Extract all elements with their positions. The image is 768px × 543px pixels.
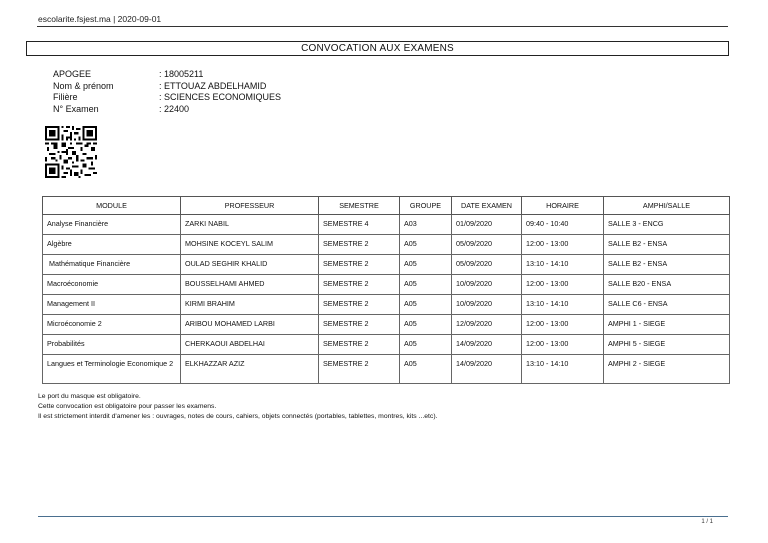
cell-salle: AMPHI 5 - SIEGE xyxy=(604,335,730,355)
cell-date: 14/09/2020 xyxy=(452,355,522,384)
cell-professeur: KIRMI BRAHIM xyxy=(181,295,319,315)
cell-groupe: A05 xyxy=(400,255,452,275)
info-value: : ETTOUAZ ABDELHAMID xyxy=(159,80,267,91)
info-row-filiere xyxy=(53,92,281,104)
cell-module: Microéconomie 2 xyxy=(43,315,181,335)
header-divider xyxy=(37,26,728,27)
cell-semestre: SEMESTRE 2 xyxy=(319,255,400,275)
cell-groupe: A05 xyxy=(400,295,452,315)
cell-semestre: SEMESTRE 2 xyxy=(319,335,400,355)
cell-horaire: 13:10 - 14:10 xyxy=(522,255,604,275)
table-row xyxy=(43,355,730,384)
cell-module: Macroéconomie xyxy=(43,275,181,295)
info-value: : SCIENCES ECONOMIQUES xyxy=(159,92,282,103)
cell-semestre: SEMESTRE 2 xyxy=(319,235,400,255)
cell-professeur: ELKHAZZAR AZIZ xyxy=(181,355,319,384)
cell-semestre: SEMESTRE 4 xyxy=(319,215,400,235)
cell-professeur: BOUSSELHAMI AHMED xyxy=(181,275,319,295)
footer-divider xyxy=(38,516,728,517)
cell-horaire: 13:10 - 14:10 xyxy=(522,355,604,384)
cell-salle: SALLE B2 - ENSA xyxy=(604,235,730,255)
cell-date: 12/09/2020 xyxy=(452,315,522,335)
cell-professeur: MOHSINE KOCEYL SALIM xyxy=(181,235,319,255)
table-row xyxy=(43,335,730,355)
info-row-exam-number xyxy=(53,104,281,116)
cell-groupe: A05 xyxy=(400,315,452,335)
cell-semestre: SEMESTRE 2 xyxy=(319,355,400,384)
table-row xyxy=(43,275,730,295)
cell-salle: SALLE 3 - ENCG xyxy=(604,215,730,235)
cell-professeur: ZARKI NABIL xyxy=(181,215,319,235)
info-label: Filière xyxy=(53,92,78,103)
cell-salle: SALLE B20 - ENSA xyxy=(604,275,730,295)
exam-table xyxy=(42,196,730,384)
col-header-horaire: HORAIRE xyxy=(522,197,604,215)
cell-semestre: SEMESTRE 2 xyxy=(319,295,400,315)
note-convocation: Cette convocation est obligatoire pour passer les examens. xyxy=(38,403,217,410)
cell-horaire: 12:00 - 13:00 xyxy=(522,335,604,355)
cell-salle: SALLE B2 - ENSA xyxy=(604,255,730,275)
page-number: 1 / 1 xyxy=(701,519,713,525)
student-info xyxy=(53,69,281,115)
info-value: : 18005211 xyxy=(159,69,204,79)
exam-notes xyxy=(38,392,437,422)
col-header-amphi-salle: AMPHI/SALLE xyxy=(604,197,730,215)
info-label: N° Examen xyxy=(53,103,99,114)
info-value: : 22400 xyxy=(159,103,190,114)
info-row-name xyxy=(53,81,281,93)
cell-module: Algèbre xyxy=(43,235,181,255)
cell-salle: AMPHI 2 - SIEGE xyxy=(604,355,730,384)
table-row xyxy=(43,315,730,335)
col-header-professeur: PROFESSEUR xyxy=(181,197,319,215)
col-header-date-examen: DATE EXAMEN xyxy=(452,197,522,215)
cell-module: Analyse Financière xyxy=(43,215,181,235)
table-row xyxy=(43,295,730,315)
cell-date: 14/09/2020 xyxy=(452,335,522,355)
cell-horaire: 13:10 - 14:10 xyxy=(522,295,604,315)
cell-groupe: A05 xyxy=(400,275,452,295)
table-row xyxy=(43,215,730,235)
cell-horaire: 12:00 - 13:00 xyxy=(522,315,604,335)
info-label: Nom & prénom xyxy=(53,80,114,91)
info-label: APOGEE xyxy=(53,69,92,79)
cell-date: 10/09/2020 xyxy=(452,275,522,295)
cell-date: 05/09/2020 xyxy=(452,255,522,275)
cell-semestre: SEMESTRE 2 xyxy=(319,315,400,335)
table-row xyxy=(43,255,730,275)
cell-semestre: SEMESTRE 2 xyxy=(319,275,400,295)
table-header-row xyxy=(43,197,730,215)
note-forbidden-items: Il est strictement interdit d'amener les : ouvrages, notes de cours, cahiers, objets connectés (portables, tablettes, montres, kits ...etc). xyxy=(38,413,438,420)
cell-salle: AMPHI 1 - SIEGE xyxy=(604,315,730,335)
cell-groupe: A03 xyxy=(400,215,452,235)
cell-groupe: A05 xyxy=(400,355,452,384)
page-title: CONVOCATION AUX EXAMENS xyxy=(26,41,729,56)
col-header-module: MODULE xyxy=(43,197,181,215)
cell-module: Management II xyxy=(43,295,181,315)
cell-module: Mathématique Financière xyxy=(43,255,181,275)
cell-module: Langues et Terminologie Economique 2 xyxy=(43,355,181,384)
cell-professeur: ARIBOU MOHAMED LARBI xyxy=(181,315,319,335)
cell-groupe: A05 xyxy=(400,335,452,355)
info-row-apogee xyxy=(53,69,281,81)
table-row xyxy=(43,235,730,255)
cell-horaire: 09:40 - 10:40 xyxy=(522,215,604,235)
cell-date: 10/09/2020 xyxy=(452,295,522,315)
qr-code-icon xyxy=(45,126,97,178)
note-mask: Le port du masque est obligatoire. xyxy=(38,393,141,400)
cell-salle: SALLE C6 - ENSA xyxy=(604,295,730,315)
col-header-semestre: SEMESTRE xyxy=(319,197,400,215)
header-site-date: escolarite.fsjest.ma | 2020-09-01 xyxy=(38,14,162,24)
cell-professeur: OULAD SEGHIR KHALID xyxy=(181,255,319,275)
cell-groupe: A05 xyxy=(400,235,452,255)
cell-date: 05/09/2020 xyxy=(452,235,522,255)
cell-date: 01/09/2020 xyxy=(452,215,522,235)
cell-horaire: 12:00 - 13:00 xyxy=(522,275,604,295)
cell-horaire: 12:00 - 13:00 xyxy=(522,235,604,255)
cell-module: Probabilités xyxy=(43,335,181,355)
col-header-groupe: GROUPE xyxy=(400,197,452,215)
cell-professeur: CHERKAOUI ABDELHAI xyxy=(181,335,319,355)
